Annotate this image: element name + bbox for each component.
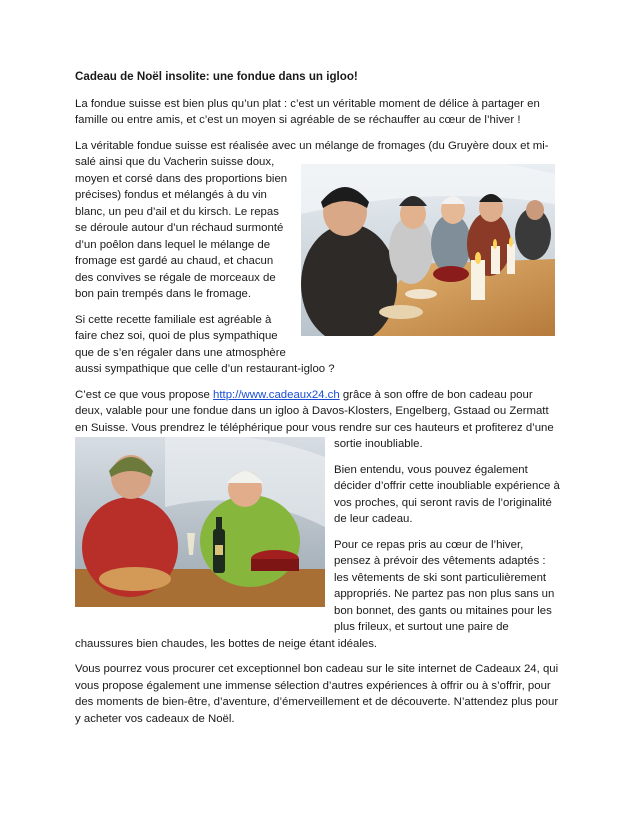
text-line: pensez à prévoir des vêtements adaptés : bbox=[334, 555, 546, 567]
text-line: blanc, un peu d’ail et du kirsch. Le repas bbox=[75, 205, 279, 218]
text-line: se déroule autour d’un réchaud surmonté bbox=[75, 222, 284, 234]
text-line: sortie inoubliable. bbox=[334, 438, 423, 450]
text-line: famille ou entre amis, et c’est un moyen si agréable de se réchauffer au cœur de l’hiver ! bbox=[75, 114, 521, 126]
cadeaux24-link[interactable]: http://www.cadeaux24.ch bbox=[213, 388, 340, 401]
text-line: fromage est gardé au chaud, et chacun bbox=[75, 255, 274, 267]
text-line: vous propose également une immense sélection d’autres expériences à offrir ou à s’offrir, pour bbox=[75, 679, 551, 692]
text-line: vos proches, qui seront ravis de l’originalité bbox=[334, 496, 552, 509]
text-line: Vous pourrez vous procurer cet exceptionnel bon cadeau sur le site internet de Cadeaux 24, qui bbox=[75, 663, 559, 675]
paragraph-igloo-restaurant bbox=[75, 312, 565, 378]
paragraph-recipe bbox=[75, 138, 565, 303]
paragraph-closing bbox=[75, 661, 565, 727]
text-line: La véritable fondue suisse est réalisée avec un mélange de fromages (du Gruyère doux et mi- bbox=[75, 139, 549, 152]
text-line: de leur cadeau. bbox=[334, 513, 413, 525]
text-line: les vêtements de ski sont particulièrement bbox=[334, 571, 547, 584]
text-fragment: grâce à son offre de bon cadeau pour bbox=[339, 388, 533, 401]
text-line: des convives se régale de morceaux de bbox=[75, 271, 276, 284]
text-line: des moments de bien-être, d’aventure, d’émerveillement et de découverte. N’attendez plus pour bbox=[75, 696, 559, 708]
text-line: La fondue suisse est bien plus qu’un plat : c’est un véritable moment de délice à partager en bbox=[75, 97, 540, 110]
text-line: deux, valable pour une fondue dans un igloo à Davos-Klosters, Engelberg, Gstaad ou Zermatt bbox=[75, 405, 549, 417]
text-line: faire chez soi, quoi de plus sympathique bbox=[75, 330, 278, 342]
text-line: y acheter vos cadeaux de Noël. bbox=[75, 712, 235, 725]
text-line: précises) fondus et mélangés à du vin bbox=[75, 189, 267, 201]
text-line: d’un poêlon dans lequel le mélange de bbox=[75, 238, 271, 251]
article-body bbox=[75, 69, 565, 736]
text-line: moyen et corsé dans des proportions bien bbox=[75, 172, 288, 185]
text-fragment: C’est ce que vous propose bbox=[75, 388, 214, 401]
text-line: appropriés. Ne partez pas non plus sans un bbox=[334, 588, 555, 600]
text-line: chaussures bien chaudes, les bottes de neige étant idéales. bbox=[75, 637, 378, 650]
paragraph-gift-idea bbox=[75, 462, 565, 528]
paragraph-offer bbox=[75, 387, 565, 453]
text-line bbox=[75, 387, 565, 404]
paragraph-intro bbox=[75, 96, 565, 129]
text-line: Bien entendu, vous pouvez également bbox=[334, 463, 528, 476]
text-line: bon pain trempés dans le fromage. bbox=[75, 288, 252, 300]
text-line: en Suisse. Vous prendrez le téléphérique pour vous rendre sur ces hauteurs et profiterez d’une bbox=[75, 421, 554, 434]
text-line: que de s’en régaler dans une atmosphère bbox=[75, 346, 286, 359]
text-line: salé ainsi que du Vacherin suisse doux, bbox=[75, 156, 275, 168]
text-line: bon bonnet, des gants ou mitaines pour les bbox=[334, 604, 552, 617]
text-line: plus frileux, et surtout une paire de bbox=[334, 621, 509, 633]
article-title: Cadeau de Noël insolite: une fondue dans un igloo! bbox=[75, 70, 358, 83]
paragraph-clothing bbox=[75, 537, 565, 653]
text-line: Si cette recette familiale est agréable à bbox=[75, 313, 272, 326]
text-line: Pour ce repas pris au cœur de l’hiver, bbox=[334, 538, 524, 551]
text-line: aussi sympathique que celle d’un restaurant-igloo ? bbox=[75, 363, 335, 375]
text-line: décider d’offrir cette inoubliable expérience à bbox=[334, 480, 560, 492]
